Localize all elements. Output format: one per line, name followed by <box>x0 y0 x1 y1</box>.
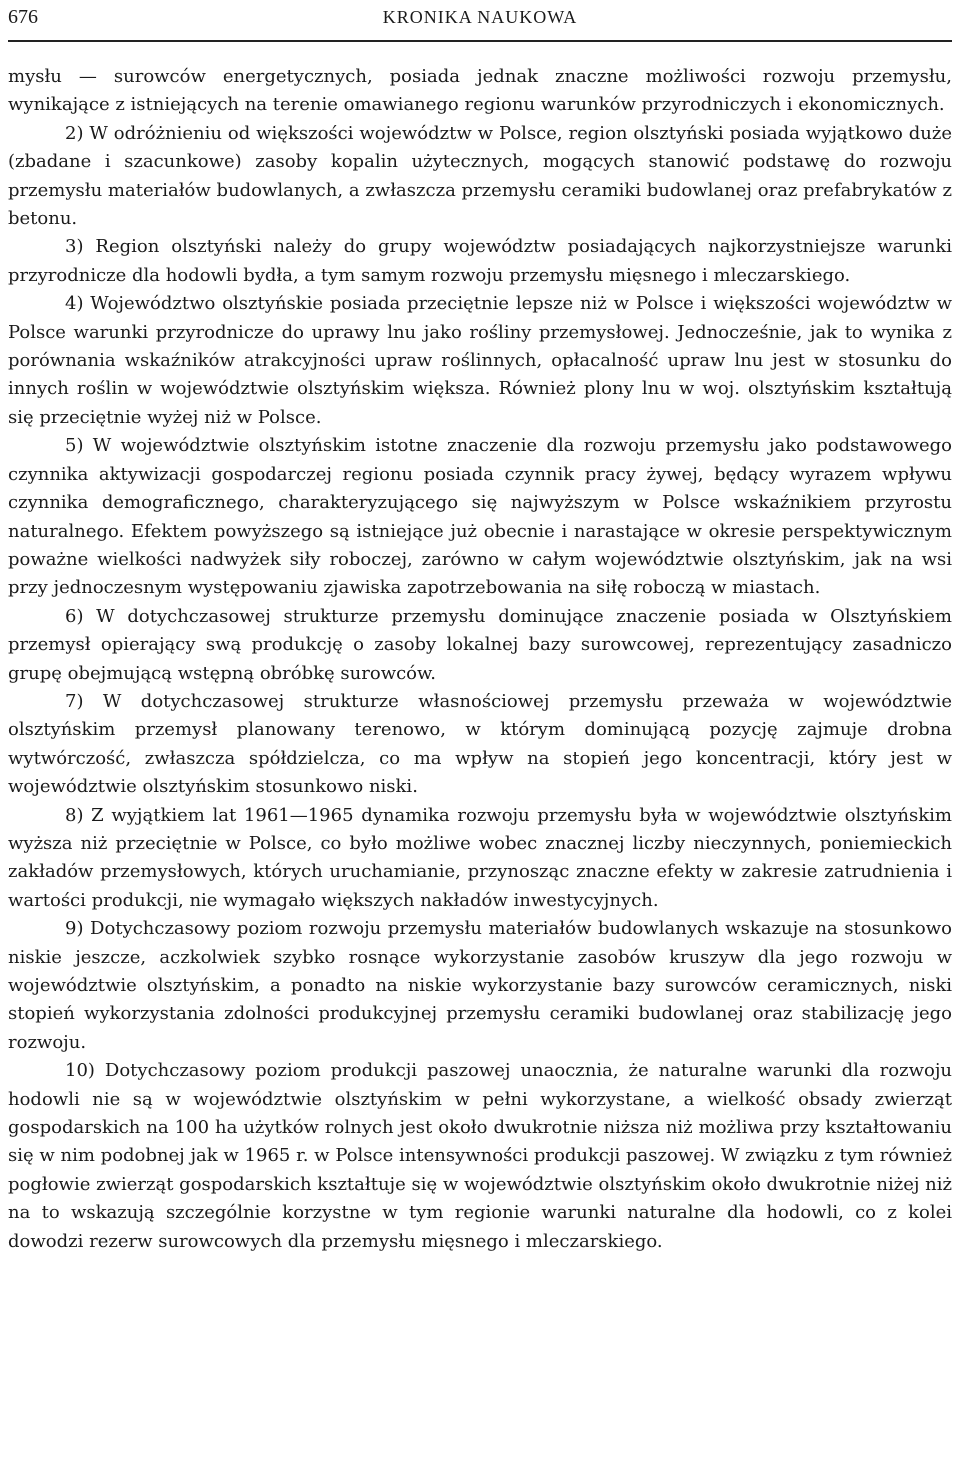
header-rule <box>8 40 952 42</box>
paragraph-3: 3) Region olsztyński należy do grupy województw posiadających najkorzystniejsze warunki przyrodnicze dla hodowli bydła, a tym samym rozwoju przemysłu mięsnego i mleczarskiego. <box>8 236 952 286</box>
paragraph-7: 7) W dotychczasowej strukturze własnościowej przemysłu przeważa w województwie olsztyńskim przemysł planowany terenowo, w którym dominującą pozycję zajmuje drobna wytwórczość, zwłaszcza spółdzielcza, co ma wpływ na stopień jego koncentracji, który jest w województwie olsztyńskim stosunkowo niski. <box>8 690 952 798</box>
paragraph-4: 4) Województwo olsztyńskie posiada przeciętnie lepsze niż w Polsce i większości województw w Polsce warunki przyrodnicze do uprawy lnu jako rośliny przemysłowej. Jednocześnie, jak to wynika z porównania wskaźników atrakcyjności upraw roślinnych, opłacalność upraw lnu jest w stosunku do innych roślin w województwie olsztyńskim większa. Również plony lnu w woj. olsztyńskim kształtują się przeciętnie wyżej niż w Polsce. <box>8 293 952 428</box>
paragraph-9: 9) Dotychczasowy poziom rozwoju przemysłu materiałów budowlanych wskazuje na stosunkowo niskie jeszcze, aczkolwiek szybko rosnące wykorzystanie zasobów kruszyw dla jego rozwoju w województwie olsztyńskim, a ponadto na niskie wykorzystanie bazy surowców ceramicznych, niski stopień wykorzystania zdolności produkcyjnej przemysłu ceramiki budowlanej oraz stabilizację jego rozwoju. <box>8 918 952 1053</box>
paragraph-continuation: mysłu — surowców energetycznych, posiada jednak znaczne możliwości rozwoju przemysłu, wynikające z istniejących na terenie omawianego regionu warunków przyrodniczych i ekonomicznych. <box>8 66 952 116</box>
running-title: KRONIKA NAUKOWA <box>382 7 578 27</box>
paragraph-8: 8) Z wyjątkiem lat 1961—1965 dynamika rozwoju przemysłu była w województwie olsztyńskim wyższa niż przeciętnie w Polsce, co było możliwe wobec znacznej liczby nieczynnych, poniemieckich zakładów przemysłowych, których uruchamianie, przynosząc znaczne efekty w zakresie zatrudnienia i wartości produkcji, nie wymagało większych nakładów inwestycyjnych. <box>8 804 952 911</box>
page-number: 676 <box>8 6 38 28</box>
paragraph-10: 10) Dotychczasowy poziom produkcji paszowej unaocznia, że naturalne warunki dla rozwoju hodowli nie są w województwie olsztyńskim w pełni wykorzystane, a wielkość obsady zwierząt gospodarskich na 100 ha użytków rolnych jest około dwukrotnie niższa niż możliwa przy kształtowaniu się w nim podobnej jak w 1965 r. w Polsce intensywności produkcji paszowej. W związku z tym również pogłowie zwierząt gospodarskich kształtuje się w województwie olsztyńskim około dwukrotnie niżej niż na to wskazują szczególnie korzystne w tym regionie warunki naturalne dla hodowli, co z kolei dowodzi rezerw surowcowych dla przemysłu mięsnego i mleczarskiego. <box>8 1060 952 1252</box>
page-header <box>8 6 952 34</box>
paragraph-6: 6) W dotychczasowej strukturze przemysłu dominujące znaczenie posiada w Olsztyńskiem przemysł opierający swą produkcję o zasoby lokalnej bazy surowcowej, reprezentujący zasadniczo grupę obejmującą wstępną obróbkę surowców. <box>8 605 952 684</box>
article-body <box>8 63 952 1256</box>
paragraph-5: 5) W województwie olsztyńskim istotne znaczenie dla rozwoju przemysłu jako podstawowego czynnika aktywizacji gospodarczej regionu posiada czynnik pracy żywej, będący wyrazem wpływu czynnika demograficznego, charakteryzującego się najwyższym w Polsce wskaźnikiem przyrostu naturalnego. Efektem powyższego są istniejące już obecnie i narastające w okresie perspektywicznym poważne wielkości nadwyżek siły roboczej, zarówno w całym województwie olsztyńskim, jak na wsi przy jednoczesnym występowaniu zjawiska zapotrzebowania na siłę roboczą w miastach. <box>8 435 952 599</box>
paragraph-2: 2) W odróżnieniu od większości województw w Polsce, region olsztyński posiada wyjątkowo duże (zbadane i szacunkowe) zasoby kopalin użytecznych, mogących stanowić podstawę do rozwoju przemysłu materiałów budowlanych, a zwłaszcza przemysłu ceramiki budowlanej oraz prefabrykatów z betonu. <box>8 122 952 230</box>
